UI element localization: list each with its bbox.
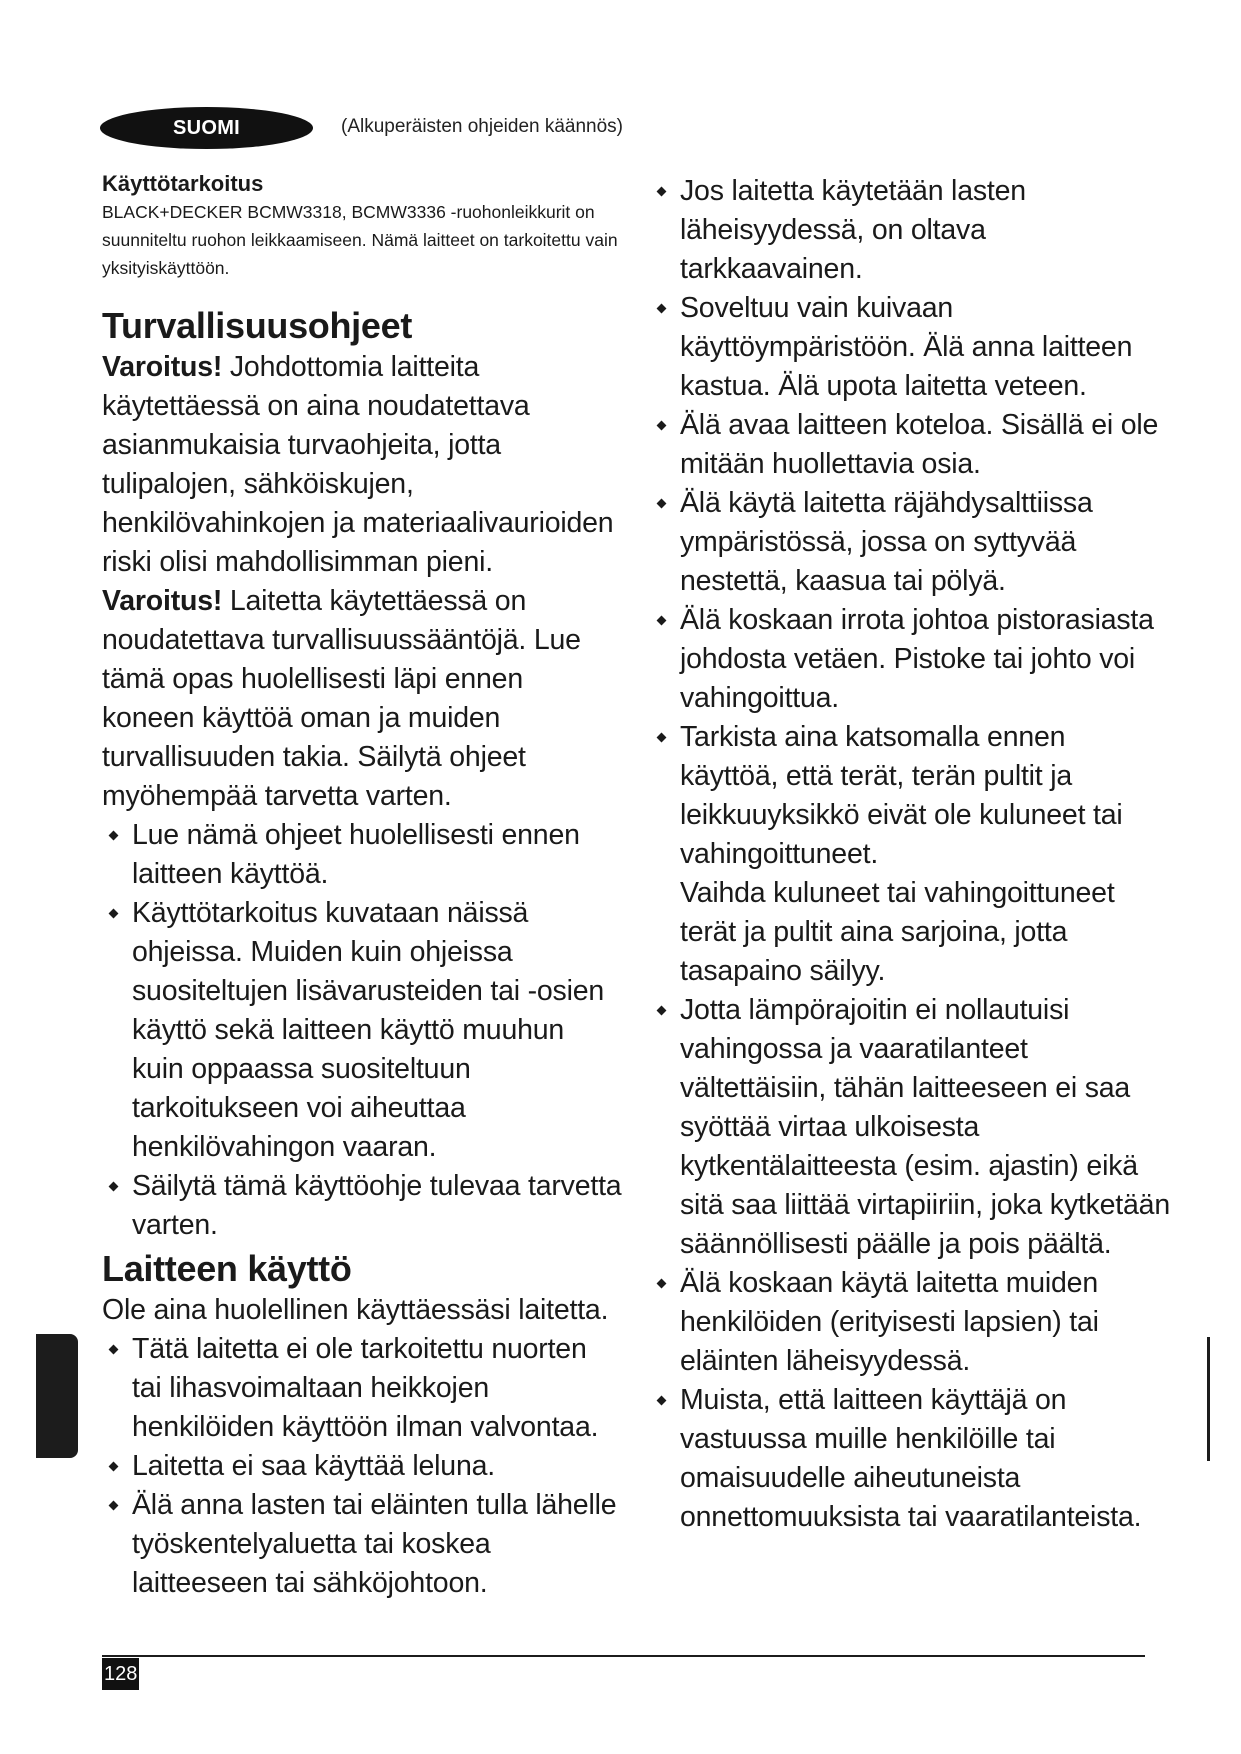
- language-label: SUOMI: [172, 116, 241, 139]
- footer-divider: [102, 1655, 1145, 1657]
- diamond-bullet-icon: [657, 304, 667, 314]
- language-section-tab: [36, 1334, 78, 1458]
- list-item: Älä käytä laitetta räjähdysalttiissa ympäristössä, jossa on syttyvää nestettä, kaasua tai pölyä.: [650, 484, 1170, 601]
- list-item: Älä anna lasten tai eläinten tulla lähelle työskentelyaluetta tai koskea laitteeseen tai sähköjohtoon.: [102, 1486, 622, 1603]
- page-number: 128: [102, 1658, 139, 1690]
- list-item: Tarkista aina katsomalla ennen käyttöä, että terät, terän pultit ja leikkuuyksikkö eivät ole kuluneet tai vahingoittuneet. Vaihda kuluneet tai vahingoittuneet terät ja pultit aina sarjoina, jotta tasapaino säilyy.: [650, 718, 1170, 991]
- diamond-bullet-icon: [109, 831, 119, 841]
- diamond-bullet-icon: [657, 616, 667, 626]
- safety-bullet-list: [102, 816, 622, 1245]
- diamond-bullet-icon: [109, 909, 119, 919]
- list-item: Älä koskaan käytä laitetta muiden henkilöiden (erityisesti lapsien) tai eläinten läheisyydessä.: [650, 1264, 1170, 1381]
- diamond-bullet-icon: [657, 187, 667, 197]
- list-item: Tätä laitetta ei ole tarkoitettu nuorten tai lihasvoimaltaan heikkojen henkilöiden käyttöön ilman valvontaa.: [102, 1330, 622, 1447]
- warning-label: Varoitus!: [102, 351, 223, 383]
- list-item: Älä koskaan irrota johtoa pistorasiasta johdosta vetäen. Pistoke tai johto voi vahingoittua.: [650, 601, 1170, 718]
- warning-paragraph-1: [102, 348, 622, 582]
- margin-rule: [1207, 1337, 1210, 1461]
- list-item: Lue nämä ohjeet huolellisesti ennen laitteen käyttöä.: [102, 816, 622, 894]
- list-item: Soveltuu vain kuivaan käyttöympäristöön. Älä anna laitteen kastua. Älä upota laitetta veteen.: [650, 289, 1170, 406]
- list-item: Muista, että laitteen käyttäjä on vastuussa muille henkilöille tai omaisuudelle aiheutuneista onnettomuuksista tai vaaratilanteista.: [650, 1381, 1170, 1537]
- list-item: Jos laitetta käytetään lasten läheisyydessä, on oltava tarkkaavainen.: [650, 172, 1170, 289]
- warning-text: Laitetta käytettäessä on noudatettava turvallisuussääntöjä. Lue tämä opas huolellisesti läpi ennen koneen käyttöä oman ja muiden turvallisuuden takia. Säilytä ohjeet myöhempää tarvetta varten.: [102, 585, 581, 812]
- diamond-bullet-icon: [109, 1462, 119, 1472]
- diamond-bullet-icon: [657, 733, 667, 743]
- diamond-bullet-icon: [657, 499, 667, 509]
- diamond-bullet-icon: [109, 1501, 119, 1511]
- usage-bullet-list-left: [102, 1330, 622, 1603]
- safety-heading: Turvallisuusohjeet: [102, 305, 413, 346]
- usage-heading: Laitteen käyttö: [102, 1248, 352, 1289]
- right-column: [650, 172, 1170, 1537]
- intro-heading: Käyttötarkoitus: [102, 171, 264, 196]
- list-item: Älä avaa laitteen koteloa. Sisällä ei ole mitään huollettavia osia.: [650, 406, 1170, 484]
- warning-label: Varoitus!: [102, 585, 223, 617]
- diamond-bullet-icon: [657, 1396, 667, 1406]
- diamond-bullet-icon: [657, 1279, 667, 1289]
- list-item: Säilytä tämä käyttöohje tulevaa tarvetta varten.: [102, 1167, 622, 1245]
- diamond-bullet-icon: [109, 1345, 119, 1355]
- diamond-bullet-icon: [657, 1006, 667, 1016]
- intro-text: BLACK+DECKER BCMW3318, BCMW3336 -ruohonleikkurit on suunniteltu ruohon leikkaamiseen. Nämä laitteet on tarkoitettu vain yksityiskäyttöön.: [102, 202, 618, 278]
- list-item: Laitetta ei saa käyttää leluna.: [102, 1447, 622, 1486]
- usage-intro: Ole aina huolellinen käyttäessäsi laitetta.: [102, 1294, 609, 1326]
- warning-text: Johdottomia laitteita käytettäessä on aina noudatettava asianmukaisia turvaohjeita, jotta tulipalojen, sähköiskujen, henkilövahinkojen ja materiaalivaurioiden riski olisi mahdollisimman pieni.: [102, 351, 614, 578]
- list-item: Jotta lämpörajoitin ei nollautuisi vahingossa ja vaaratilanteet vältettäisiin, tähän laitteeseen ei saa syöttää virtaa ulkoisesta kytkentälaitteesta (esim. ajastin) eikä sitä saa liittää virtapiiriin, joka kytketään säännöllisesti päälle ja pois päältä.: [650, 991, 1170, 1264]
- translation-note: (Alkuperäisten ohjeiden käännös): [341, 116, 624, 137]
- warning-paragraph-2: [102, 582, 622, 816]
- usage-bullet-list-right: [650, 172, 1170, 1537]
- list-item-continuation: Vaihda kuluneet tai vahingoittuneet terät ja pultit aina sarjoina, jotta tasapaino säilyy.: [680, 877, 1115, 987]
- diamond-bullet-icon: [657, 421, 667, 431]
- language-badge: [100, 107, 313, 149]
- list-item: Käyttötarkoitus kuvataan näissä ohjeissa. Muiden kuin ohjeissa suositeltujen lisävarusteiden tai -osien käyttö sekä laitteen käyttö muuhun kuin oppaassa suositeltuun tarkoitukseen voi aiheuttaa henkilövahingon vaaran.: [102, 894, 622, 1167]
- left-column: [102, 170, 622, 1603]
- diamond-bullet-icon: [109, 1182, 119, 1192]
